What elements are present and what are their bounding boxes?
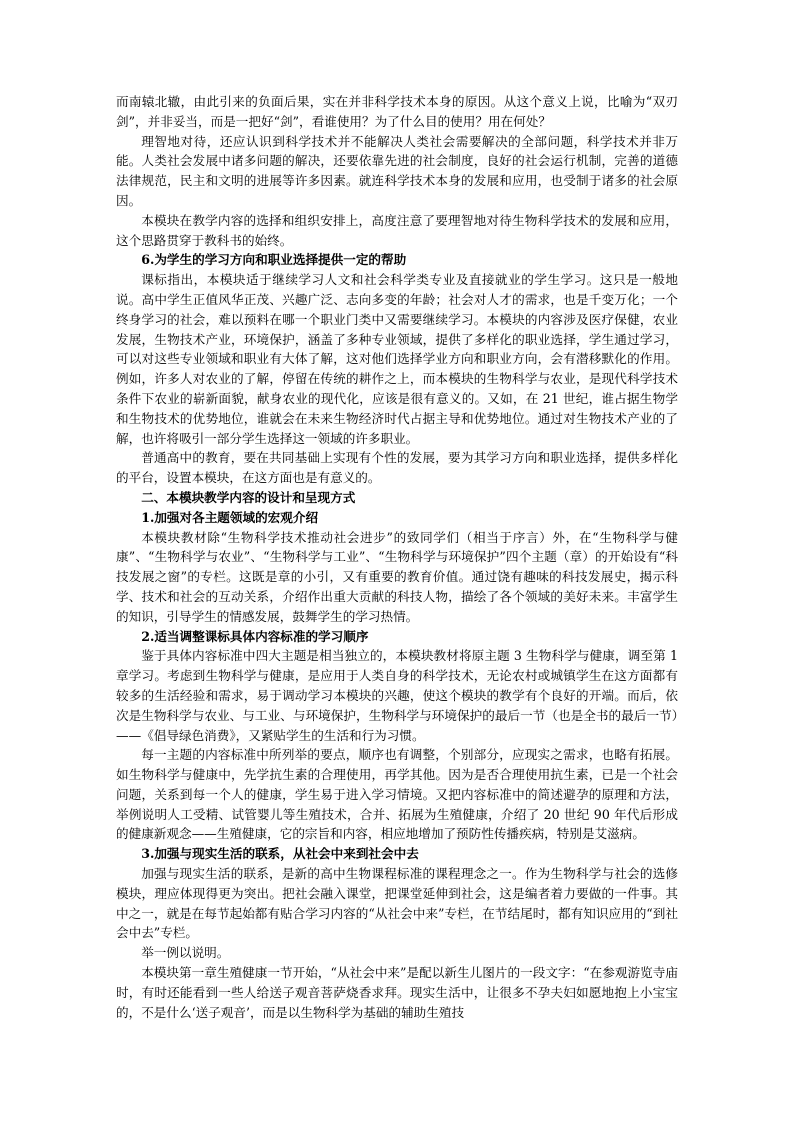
section-heading: 2.适当调整课标具体内容标准的学习顺序 <box>141 628 369 644</box>
section-heading: 6.为学生的学习方向和职业选择提供一定的帮助 <box>141 252 407 268</box>
document-page <box>116 92 678 1022</box>
chapter-heading: 二、本模块教学内容的设计和呈现方式 <box>141 489 356 505</box>
body-paragraph: 本模块在教学内容的选择和组织安排上，高度注意了要理智地对待生物科学技术的发展和应用，这个思路贯穿于教科书的始终。 <box>116 212 678 248</box>
body-paragraph: 理智地对待，还应认识到科学技术并不能解决人类社会需要解决的全部问题，科学技术并非万能。人类社会发展中诸多问题的解决，还要依靠先进的社会制度，良好的社会运行机制，完善的道德法律规范，民主和文明的进展等许多因素。就连科学技术本身的发展和应用，也受制于诸多的社会原因。 <box>116 133 678 208</box>
body-paragraph: 本模块第一章生殖健康一节开始，“从社会中来”是配以新生儿图片的一段文字：“在参观游览寺庙时，有时还能看到一些人给送子观音菩萨烧香求拜。现实生活中，让很多不孕夫妇如愿地抱上小宝宝的，不是什么‘送子观音’，而是以生物科学为基础的辅助生殖技 <box>116 965 678 1020</box>
section-heading: 1.加强对各主题领域的宏观介绍 <box>141 509 319 525</box>
body-paragraph: 课标指出，本模块适于继续学习人文和社会科学类专业及直接就业的学生学习。这只是一般地说。高中学生正值风华正茂、兴趣广泛、志向多变的年龄；社会对人才的需求，也是千变万化；一个终身学习的社会，难以预料在哪一个职业门类中又需要继续学习。本模块的内容涉及医疗保健，农业发展，生物技术产业，环境保护，涵盖了多种专业领域，提供了多样化的职业选择，学生通过学习，可以对这些专业领域和职业有大体了解，这对他们选择学业方向和职业方向，会有潜移默化的作用。例如，许多人对农业的了解，停留在传统的耕作之上，而本模块的生物科学与农业，是现代科学技术条件下农业的崭新面貌，献身农业的现代化，应该是很有意义的。又如，在 21 世纪，谁占据生物学和生物技术的优势地位，谁就会在未来生物经济时代占据主导和优势地位。通过对生物技术产业的了解，也许将吸引一部分学生选择这一领域的许多职业。 <box>116 272 678 446</box>
body-paragraph: 本模块教材除“生物科学技术推动社会进步”的致同学们（相当于序言）外，在“生物科学与健康”、“生物科学与农业”、“生物科学与工业”、“生物科学与环境保护”四个主题（章）的开始设有“科技发展之窗”的专栏。这既是章的小引，又有重要的教育价值。通过饶有趣味的科技发展史，揭示科学、技术和社会的互动关系，介绍作出重大贡献的科技人物，描绘了各个领域的美好未来。丰富学生的知识，引导学生的情感发展，鼓舞学生的学习热情。 <box>116 529 678 624</box>
body-paragraph: 鉴于具体内容标准中四大主题是相当独立的，本模块教材将原主题 3 生物科学与健康，调至第 1 章学习。考虑到生物科学与健康，是应用于人类自身的科学技术，无论农村或城镇学生在这方面都有较多的生活经验和需求，易于调动学习本模块的兴趣，使这个模块的教学有个良好的开端。而后，依次是生物科学与农业、与工业、与环境保护，生物科学与环境保护的最后一节（也是全书的最后一节）——《倡导绿色消费》，又紧贴学生的生活和行为习惯。 <box>116 648 678 743</box>
body-paragraph: 普通高中的教育，要在共同基础上实现有个性的发展，要为其学习方向和职业选择，提供多样化的平台，设置本模块，在这方面也是有意义的。 <box>116 450 678 486</box>
section-heading: 3.加强与现实生活的联系，从社会中来到社会中去 <box>141 846 419 862</box>
body-paragraph: 举一例以说明。 <box>141 945 230 961</box>
body-paragraph: 每一主题的内容标准中所列举的要点，顺序也有调整，个别部分，应现实之需求，也略有拓展。如生物科学与健康中，先学抗生素的合理使用，再学其他。因为是否合理使用抗生素，已是一个社会问题，关系到每一个人的健康，学生易于进入学习情境。又把内容标准中的简述避孕的原理和方法，举例说明人工受精、试管婴儿等生殖技术，合并、拓展为生殖健康，介绍了 20 世纪 90 年代后形成的健康新观念——生殖健康，它的宗旨和内容，相应地增加了预防性传播疾病，特别是艾滋病。 <box>116 747 678 842</box>
body-paragraph: 而南辕北辙，由此引来的负面后果，实在并非科学技术本身的原因。从这个意义上说，比喻为“双刃剑”，并非妥当，而是一把好“剑”，看谁使用？为了什么目的使用？用在何处？ <box>116 94 678 129</box>
body-paragraph: 加强与现实生活的联系，是新的高中生物课程标准的课程理念之一。作为生物科学与社会的选修模块，理应体现得更为突出。把社会融入课堂，把课堂延伸到社会，这是编者着力要做的一件事。其中之一，就是在每节起始都有贴合学习内容的“从社会中来”专栏，在节结尾时，都有知识应用的“到社会中去”专栏。 <box>116 866 678 941</box>
